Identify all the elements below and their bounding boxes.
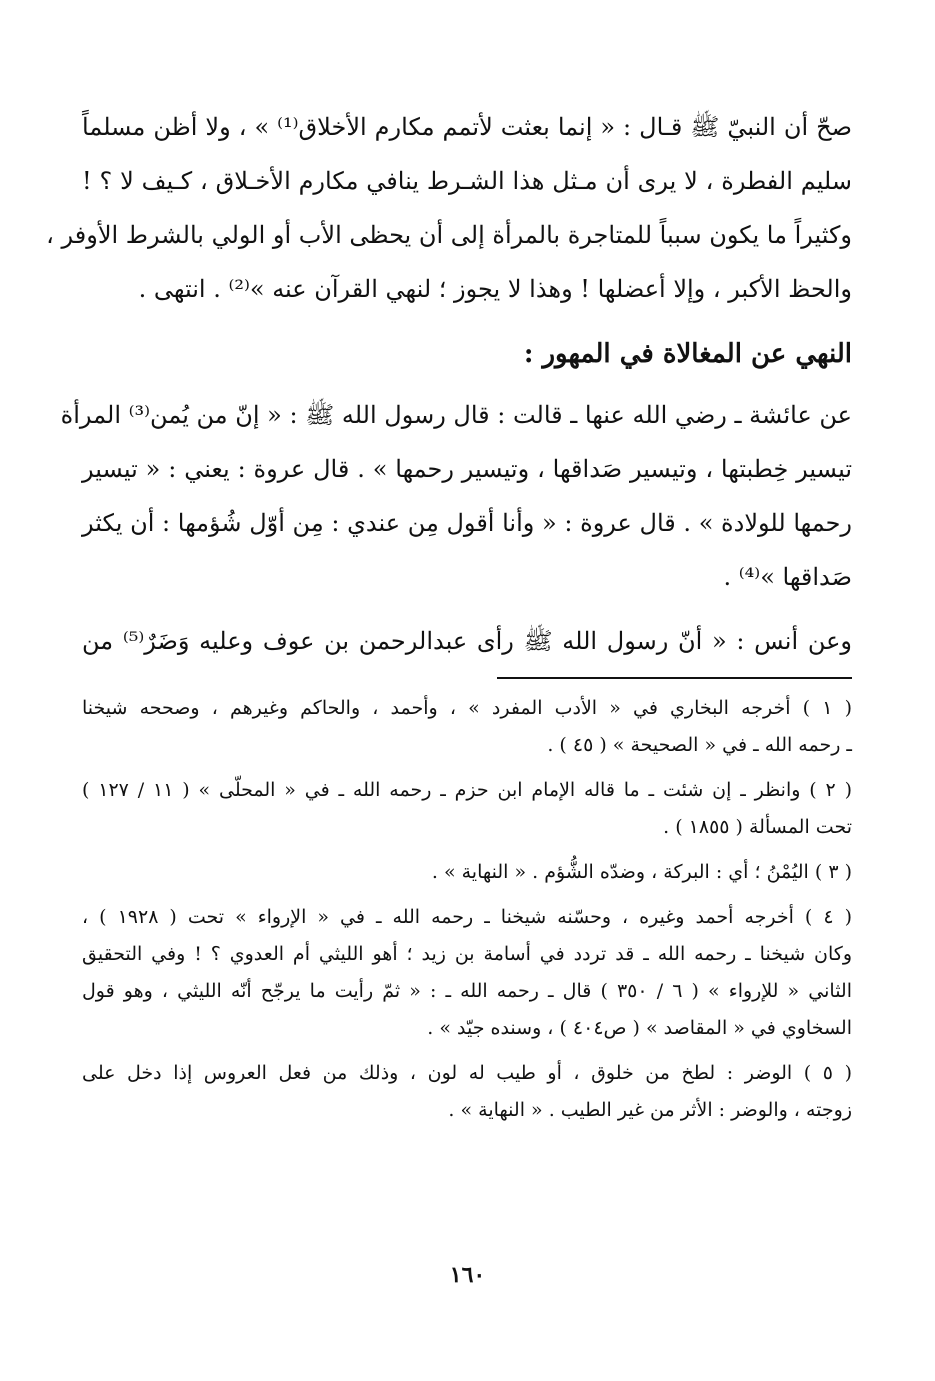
text-line: وكثيراً ما يكون سبباً للمتاجرة بالمرأة إلى أن يحظى الأب أو الولي بالشرط الأوفر ، [46,221,852,249]
footnote-line: ( ٥ ) الوضر : لطخ من خلوق ، أو طيب له لون ، وذلك من فعل العروس إذا دخل على [82,1062,852,1084]
paragraph-aisha [60,388,852,604]
footnote-line: ( ٣ ) اليُمْنُ ؛ أي : البركة ، وضدّه الشُّؤم . « النهاية » . [431,861,852,883]
footnote-line: ( ٤ ) أخرجه أحمد وغيره ، وحسّنه شيخنا ـ رحمه الله ـ في « الإرواء » تحت ( ١٩٢٨ ) ، [82,906,853,928]
footnote-3 [82,854,852,891]
footnote-line: وكان شيخنا ـ رحمه الله ـ قد تردد في أسامة بن زيد ؛ أهو الليثي أم العدوي ؟ ! وفي التحقيق [82,943,852,965]
text-line: والحظ الأكبر ، وإلا أعضلها ! وهذا لا يجوز ؛ لنهي القرآن عنه »⁽²⁾ . انتهى . [138,275,852,303]
footnote-2 [82,772,852,846]
footnote-line: ـ رحمه الله ـ في « الصحيحة » ( ٤٥ ) . [547,734,852,756]
footnote-line: ( ٢ ) وانظر ـ إن شئت ـ ما قاله الإمام ابن حزم ـ رحمه الله ـ في « المحلّى » ( ١١ / ١٢٧ ) [82,779,853,801]
footnote-line: السخاوي في « المقاصد » ( ص٤٠٤ ) ، وسنده جيّد » . [427,1017,852,1039]
text-line: صَداقها »⁽⁴⁾ . [723,563,852,591]
text-line: سليم الفطرة ، لا يرى أن مـثل هذا الشـرط ينافي مكارم الأخـلاق ، كـيف لا ؟ ! [82,167,852,195]
footnote-1 [82,690,852,764]
footnote-line: الثاني « للإرواء » ( ٦ / ٣٥٠ ) قال ـ رحمه الله ـ : « ثمّ رأيت ما يرجّح أنّه الليثي ، وهو قول [82,980,852,1002]
footnote-line: ( ١ ) أخرجه البخاري في « الأدب المفرد » ، وأحمد ، والحاكم وغيرهم ، وصححه شيخنا [82,697,853,719]
main-text [46,100,852,678]
footnotes [82,690,852,1137]
footnote-4 [82,899,852,1047]
footnote-5 [82,1055,852,1129]
paragraph-hadith-akhlaq [46,100,852,316]
section-heading: النهي عن المغالاة في المهور : [523,339,852,369]
footnote-divider [497,677,852,679]
text-line: عن عائشة ـ رضي الله عنها ـ قالت : قال رسول الله ﷺ : « إنّ من يُمن⁽³⁾ المرأة [60,401,852,429]
page-number: ١٦٠ [449,1262,486,1288]
text-line: رحمها للولادة » . قال عروة : « وأنا أقول مِن عندي : مِن أوّل شُؤمها : أن يكثر [82,509,852,537]
text-line: تيسير خِطبتها ، وتيسير صَداقها ، وتيسير رحمها » . قال عروة : يعني : « تيسير [82,455,852,483]
footnote-line: زوجته ، والوضر : الأثر من غير الطيب . « النهاية » . [448,1099,852,1121]
text-line: صحّ أن النبيّ ﷺ قـال : « إنما بعثت لأتمم مكارم الأخلاق⁽¹⁾ » ، ولا أظن مسلماً [82,113,852,141]
text-line: وعن أنس : « أنّ رسول الله ﷺ رأى عبدالرحمن بن عوف وعليه وَضَرٌ⁽⁵⁾ من [82,627,852,655]
footnote-line: تحت المسألة ( ١٨٥٥ ) . [663,816,852,838]
paragraph-anas [82,614,852,668]
